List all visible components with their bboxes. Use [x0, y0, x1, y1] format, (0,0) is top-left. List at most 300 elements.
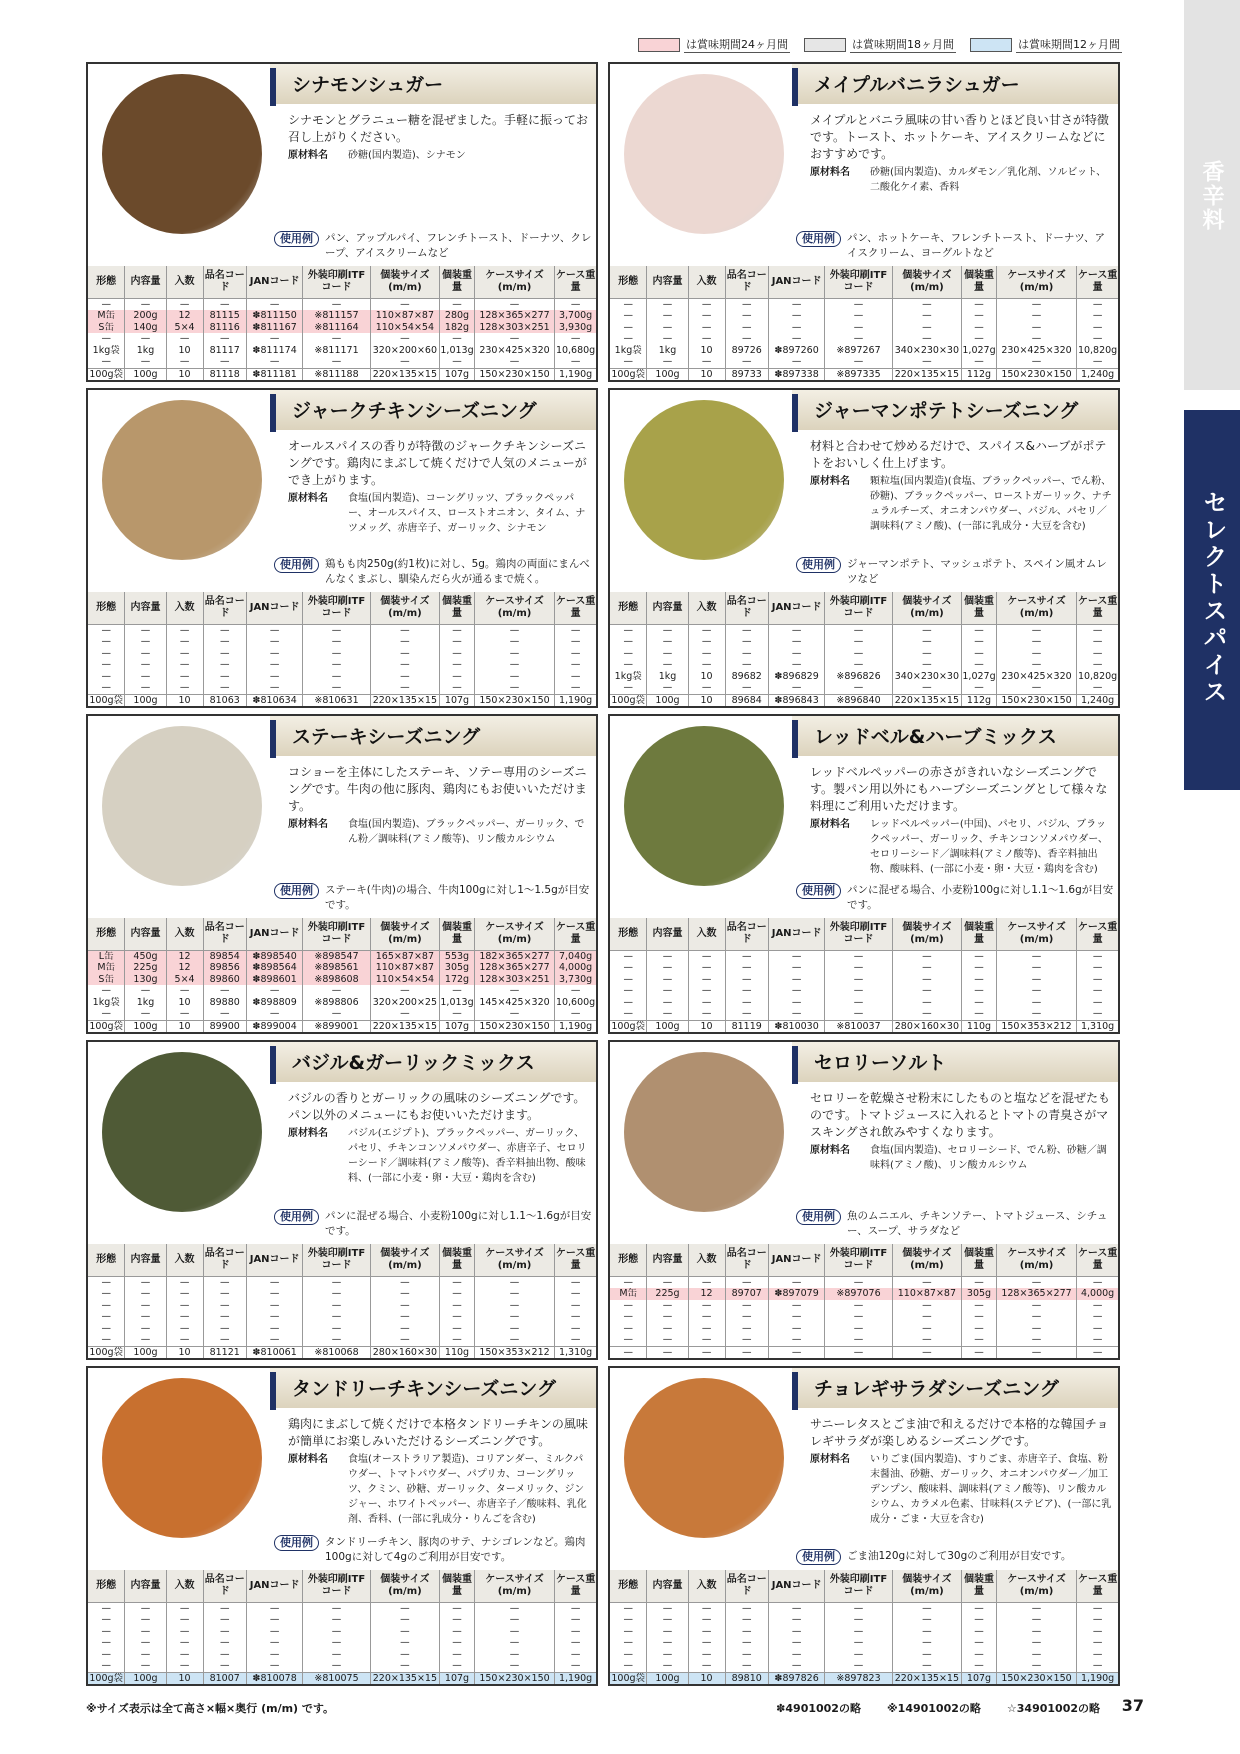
table-cell: —	[647, 1311, 688, 1323]
table-cell: —	[688, 1660, 725, 1672]
legend-swatch	[638, 38, 680, 52]
table-cell: —	[962, 1626, 997, 1638]
table-cell: ✽898540	[246, 950, 302, 962]
table-cell: —	[125, 1323, 166, 1335]
table-cell: ✽897826	[768, 1672, 824, 1684]
product-description: コショーを主体にしたステーキ、ソテー専用のシーズニングです。牛肉の他に豚肉、鶏肉にもお使いいただけます。	[288, 765, 587, 813]
table-cell: —	[768, 356, 824, 368]
table-cell: —	[892, 1334, 961, 1346]
table-cell: —	[1077, 322, 1118, 334]
table-cell: 10	[166, 1346, 203, 1358]
table-header: ケース重量	[555, 1570, 596, 1603]
table-cell: —	[203, 659, 246, 671]
table-cell: —	[125, 1649, 166, 1661]
table-cell: 89682	[725, 671, 768, 683]
product-description: バジルの香りとガーリックの風味のシーズニングです。パン以外のメニューにもお使いいただけます。	[288, 1091, 586, 1122]
table-cell: —	[303, 648, 370, 660]
table-cell: —	[647, 1276, 688, 1288]
table-cell: —	[647, 682, 688, 694]
table-cell: —	[768, 1602, 824, 1614]
table-cell: ※810037	[825, 1020, 892, 1032]
shelf-life-legend	[638, 36, 1122, 53]
table-cell: —	[825, 950, 892, 962]
legend-item	[638, 36, 790, 53]
usage	[274, 557, 592, 587]
table-cell: —	[768, 1334, 824, 1346]
table-cell: —	[1077, 1346, 1118, 1358]
table-cell: —	[125, 298, 166, 310]
table-cell: —	[246, 985, 302, 997]
product-title: レッドベル&ハーブミックス	[814, 726, 1057, 748]
table-header: 入数	[166, 1570, 203, 1603]
table-cell: —	[303, 1300, 370, 1312]
table-cell: —	[688, 1008, 725, 1020]
table-cell: —	[474, 1637, 554, 1649]
table-cell: —	[370, 356, 439, 368]
table-cell: 553g	[440, 950, 475, 962]
table-cell: —	[203, 333, 246, 345]
ingredients-label: 原材料名	[810, 167, 850, 178]
table-cell: —	[688, 333, 725, 345]
product-card	[608, 388, 1120, 708]
table-row	[88, 1276, 596, 1288]
table-cell: 280×160×30	[892, 1020, 961, 1032]
table-cell: —	[623, 1334, 633, 1345]
table-cell: ✽810634	[246, 694, 302, 706]
usage	[796, 231, 1114, 261]
table-cell: —	[125, 1008, 166, 1020]
table-cell: 230×425×320	[996, 345, 1076, 357]
table-cell: —	[370, 682, 439, 694]
table-cell: —	[101, 1660, 111, 1671]
table-cell: —	[725, 950, 768, 962]
table-cell: ✽811150	[246, 310, 302, 322]
table-cell: —	[688, 1300, 725, 1312]
table-cell: 150×230×150	[996, 368, 1076, 380]
table-cell: 100g袋	[611, 368, 646, 380]
table-cell: —	[962, 333, 997, 345]
table-cell: —	[825, 310, 892, 322]
table-cell: —	[825, 1334, 892, 1346]
table-cell: —	[768, 1276, 824, 1288]
table-cell: —	[370, 648, 439, 660]
ingredients	[288, 491, 590, 536]
table-cell: —	[474, 1602, 554, 1614]
table-cell: 89880	[203, 997, 246, 1009]
table-cell: —	[303, 1311, 370, 1323]
table-cell: —	[996, 1311, 1076, 1323]
table-cell: ※810075	[303, 1672, 370, 1684]
product-card	[608, 62, 1120, 382]
table-header: 入数	[166, 1244, 203, 1277]
table-cell: —	[962, 310, 997, 322]
table-cell: —	[725, 1311, 768, 1323]
table-header: 個装サイズ(m/m)	[892, 1244, 961, 1277]
table-cell: —	[474, 1334, 554, 1346]
table-cell: —	[623, 1322, 633, 1334]
table-row	[88, 1311, 596, 1323]
table-cell: —	[725, 1346, 768, 1358]
table-cell: —	[303, 1626, 370, 1638]
table-cell: —	[725, 1276, 768, 1288]
table-cell: —	[440, 356, 475, 368]
table-cell: —	[768, 1614, 824, 1626]
table-cell: 10	[166, 1672, 203, 1684]
table-cell: —	[768, 333, 824, 345]
table-cell: —	[623, 1602, 633, 1614]
table-cell: 110×87×87	[370, 310, 439, 322]
table-cell: ※811171	[303, 345, 370, 357]
table-cell: —	[203, 671, 246, 683]
table-cell: —	[825, 1649, 892, 1661]
product-table	[88, 918, 596, 1033]
table-cell: —	[555, 648, 596, 660]
table-cell: —	[440, 671, 475, 683]
table-cell: —	[1077, 1323, 1118, 1335]
table-cell: 182g	[440, 322, 475, 334]
table-cell: —	[440, 1008, 475, 1020]
table-cell: ※896826	[825, 671, 892, 683]
table-cell: —	[474, 1008, 554, 1020]
table-cell: ✽810061	[246, 1346, 302, 1358]
table-cell: —	[246, 1602, 302, 1614]
table-header: ケースサイズ(m/m)	[996, 918, 1076, 951]
table-row	[88, 671, 596, 683]
table-cell: —	[1077, 1008, 1118, 1020]
table-cell: —	[892, 624, 961, 636]
table-cell: —	[246, 1008, 302, 1020]
product-photo	[624, 1052, 784, 1212]
itf-code-note: ※14901002の略	[886, 1702, 981, 1715]
table-cell: —	[440, 1311, 475, 1323]
table-cell: —	[101, 1322, 111, 1334]
table-cell: —	[555, 659, 596, 671]
table-cell: —	[688, 1276, 725, 1288]
table-cell: —	[1077, 1637, 1118, 1649]
table-cell: —	[370, 1276, 439, 1288]
table-cell: —	[623, 996, 633, 1008]
table-row	[610, 1288, 1118, 1300]
table-cell: —	[440, 298, 475, 310]
table-cell: —	[725, 985, 768, 997]
table-cell: —	[996, 1008, 1076, 1020]
table-cell: ※811157	[303, 310, 370, 322]
table-cell: —	[725, 1334, 768, 1346]
table-header: 形態	[610, 918, 647, 951]
table-cell: —	[825, 1276, 892, 1288]
table-cell: —	[303, 1660, 370, 1672]
table-cell: —	[996, 1614, 1076, 1626]
table-cell: —	[474, 1323, 554, 1335]
table-cell: 1kg	[125, 345, 166, 357]
jan-code-note: ✽4901002の略	[776, 1702, 861, 1715]
table-header: ケース重量	[1077, 266, 1118, 299]
table-cell: —	[688, 648, 725, 660]
table-cell: 128×365×277	[996, 1288, 1076, 1300]
table-cell: —	[725, 1323, 768, 1335]
table-header: ケースサイズ(m/m)	[474, 1244, 554, 1277]
table-cell: —	[647, 636, 688, 648]
table-cell: —	[623, 973, 633, 985]
table-cell: —	[825, 356, 892, 368]
table-cell: ✽810078	[246, 1672, 302, 1684]
table-header: JANコード	[768, 918, 824, 951]
table-row	[610, 997, 1118, 1009]
usage-label: 使用例	[796, 231, 841, 247]
table-cell: —	[474, 985, 554, 997]
table-cell: —	[101, 1288, 111, 1299]
table-cell: —	[370, 1323, 439, 1335]
table-row	[88, 310, 596, 322]
table-cell: —	[768, 1346, 824, 1358]
table-row	[610, 950, 1118, 962]
table-header: ケースサイズ(m/m)	[474, 266, 554, 299]
table-cell: —	[440, 1637, 475, 1649]
table-row	[88, 1637, 596, 1649]
table-cell: —	[996, 648, 1076, 660]
table-cell: —	[101, 682, 111, 693]
table-header: 形態	[610, 1244, 647, 1277]
table-cell: —	[166, 1649, 203, 1661]
table-cell: 1,190g	[555, 1020, 596, 1032]
table-cell: 110g	[962, 1020, 997, 1032]
table-cell: —	[768, 1008, 824, 1020]
table-cell: —	[996, 950, 1076, 962]
table-cell: —	[962, 648, 997, 660]
table-cell: 340×230×30	[892, 345, 961, 357]
table-cell: —	[647, 648, 688, 660]
table-cell: —	[166, 1008, 203, 1020]
table-row	[610, 1020, 1118, 1032]
table-cell: —	[892, 1649, 961, 1661]
table-cell: —	[647, 1637, 688, 1649]
table-cell: —	[166, 1626, 203, 1638]
product-title-bar	[792, 1042, 1118, 1082]
table-cell: —	[440, 636, 475, 648]
usage-text: ステーキ(牛肉)の場合、牛肉100gに対し1～1.5gが目安です。	[325, 884, 590, 911]
table-cell: —	[303, 682, 370, 694]
usage-text: ジャーマンポテト、マッシュポテト、スペイン風オムレツなど	[847, 558, 1107, 585]
table-cell: 10	[688, 1020, 725, 1032]
table-header: 品名コード	[203, 1244, 246, 1277]
table-cell: —	[647, 997, 688, 1009]
table-row	[88, 694, 596, 706]
product-table	[88, 1244, 596, 1359]
table-cell: —	[303, 1323, 370, 1335]
table-row	[88, 1602, 596, 1614]
table-header: 外装印刷ITFコード	[825, 592, 892, 625]
table-cell: —	[101, 1276, 111, 1288]
table-cell: —	[303, 1334, 370, 1346]
table-cell: —	[647, 659, 688, 671]
table-header: 品名コード	[203, 592, 246, 625]
table-cell: —	[440, 1323, 475, 1335]
tab-select-spice[interactable]	[1184, 410, 1240, 790]
table-cell: —	[203, 985, 246, 997]
table-cell: 1,310g	[555, 1346, 596, 1358]
table-cell: —	[474, 1660, 554, 1672]
table-cell: —	[768, 636, 824, 648]
product-description: 鶏肉にまぶして焼くだけで本格タンドリーチキンの風味が簡単にお楽しみいただけるシーズニングです。	[288, 1417, 588, 1448]
table-header: 品名コード	[203, 266, 246, 299]
table-cell: —	[101, 624, 111, 636]
table-row	[610, 671, 1118, 683]
table-cell: —	[825, 298, 892, 310]
table-cell: M缶	[88, 962, 125, 974]
table-cell: —	[555, 1334, 596, 1346]
table-cell: —	[647, 356, 688, 368]
table-cell: —	[996, 962, 1076, 974]
table-cell: —	[555, 1660, 596, 1672]
table-cell: 107g	[962, 1672, 997, 1684]
table-cell: —	[440, 333, 475, 345]
legend-label: は賞味期間18ヶ月間	[852, 38, 954, 51]
table-row	[88, 1008, 596, 1020]
table-cell: —	[962, 682, 997, 694]
table-cell: —	[125, 624, 166, 636]
table-cell: —	[996, 322, 1076, 334]
table-cell: 1,013g	[440, 344, 474, 356]
table-cell: —	[203, 1276, 246, 1288]
table-row	[88, 1020, 596, 1032]
table-row	[88, 333, 596, 345]
table-row	[88, 1323, 596, 1335]
table-row	[610, 1626, 1118, 1638]
table-cell: —	[474, 1626, 554, 1638]
table-cell: —	[125, 1660, 166, 1672]
usage-label: 使用例	[796, 557, 841, 573]
table-cell: 100g袋	[89, 368, 124, 380]
table-cell: —	[474, 1288, 554, 1300]
table-cell: —	[474, 636, 554, 648]
table-cell: —	[825, 682, 892, 694]
product-title-bar	[270, 390, 596, 430]
table-cell: —	[203, 682, 246, 694]
tab-spices[interactable]	[1184, 0, 1240, 390]
table-cell: —	[688, 997, 725, 1009]
table-cell: —	[892, 1660, 961, 1672]
table-cell: —	[688, 356, 725, 368]
table-cell: —	[1077, 985, 1118, 997]
table-cell: 165×87×87	[370, 950, 439, 962]
table-cell: —	[246, 1660, 302, 1672]
table-cell: —	[688, 624, 725, 636]
table-row	[88, 345, 596, 357]
table-row	[610, 1311, 1118, 1323]
table-cell: —	[892, 298, 961, 310]
table-cell: —	[246, 636, 302, 648]
table-cell: —	[996, 985, 1076, 997]
table-header: 外装印刷ITFコード	[825, 1244, 892, 1277]
table-cell: 1kg	[647, 671, 688, 683]
table-cell: ※810631	[303, 694, 370, 706]
legend-item	[804, 36, 956, 53]
table-row	[610, 624, 1118, 636]
product-photo	[624, 74, 784, 234]
table-cell: ✽811167	[246, 322, 302, 334]
product-title-bar	[270, 1042, 596, 1082]
table-cell: —	[1077, 356, 1118, 368]
table-cell: —	[440, 1300, 475, 1312]
table-header: 形態	[610, 1570, 647, 1603]
table-cell: —	[623, 962, 633, 973]
table-header: 個装サイズ(m/m)	[892, 918, 961, 951]
table-cell: ✽897260	[768, 345, 824, 357]
usage	[796, 883, 1114, 913]
table-cell: —	[440, 1334, 475, 1346]
table-row	[610, 1276, 1118, 1288]
table-cell: 140g	[125, 322, 166, 334]
table-cell: 107g	[440, 368, 475, 380]
table-cell: ※897267	[825, 345, 892, 357]
table-cell: —	[825, 322, 892, 334]
table-cell: —	[892, 322, 961, 334]
table-cell: —	[725, 636, 768, 648]
table-cell: —	[125, 682, 166, 694]
table-cell: —	[623, 1008, 633, 1019]
table-cell: —	[166, 1288, 203, 1300]
table-header: 形態	[88, 592, 125, 625]
table-cell: —	[1077, 974, 1118, 986]
table-cell: —	[725, 659, 768, 671]
table-header: ケース重量	[1077, 918, 1118, 951]
product-table	[88, 1570, 596, 1685]
table-cell: —	[647, 298, 688, 310]
table-cell: —	[623, 1625, 633, 1637]
table-cell: 100g	[647, 368, 688, 380]
table-cell: ※897823	[825, 1672, 892, 1684]
table-row	[610, 1008, 1118, 1020]
table-header: 個装重量	[440, 1570, 475, 1603]
table-header: ケースサイズ(m/m)	[996, 266, 1076, 299]
table-cell: 10	[688, 671, 725, 683]
table-header: 内容量	[647, 918, 688, 951]
table-cell: —	[688, 1637, 725, 1649]
table-header: 内容量	[125, 1570, 166, 1603]
table-cell: —	[688, 322, 725, 334]
table-cell: —	[962, 356, 997, 368]
table-cell: —	[555, 624, 596, 636]
table-cell: —	[962, 962, 997, 974]
table-cell: —	[996, 636, 1076, 648]
table-cell: 172g	[440, 974, 475, 986]
table-cell: —	[125, 1637, 166, 1649]
table-cell: 182×365×277	[474, 950, 554, 962]
table-cell: —	[370, 659, 439, 671]
table-cell: —	[1077, 624, 1118, 636]
table-cell: —	[125, 1602, 166, 1614]
table-cell: —	[647, 1602, 688, 1614]
table-cell: —	[203, 624, 246, 636]
product-title-bar	[270, 64, 596, 104]
ingredients-text: 食塩(オーストラリア製造)、コリアンダー、ミルクパウダー、トマトパウダー、パプリカ、コーングリッツ、クミン、砂糖、ガーリック、ターメリック、ジンジャー、ホワイトペッパー、赤唐辛子／酸味料、乳化剤、香料、(一部に乳成分・りんごを含む)	[348, 1454, 587, 1525]
ingredients	[288, 1452, 590, 1527]
legend-label: は賞味期間24ヶ月間	[686, 38, 788, 51]
table-cell: —	[370, 333, 439, 345]
table-cell: 10,820g	[1077, 344, 1118, 356]
table-header: 個装サイズ(m/m)	[892, 1570, 961, 1603]
table-header: 個装サイズ(m/m)	[370, 266, 439, 299]
table-row	[88, 1672, 596, 1684]
table-cell: 1kg袋	[614, 670, 642, 682]
table-cell: —	[555, 1637, 596, 1649]
table-cell: —	[125, 671, 166, 683]
table-cell: 1,240g	[1077, 368, 1118, 380]
table-cell: —	[166, 298, 203, 310]
table-cell: —	[370, 1637, 439, 1649]
table-cell: —	[996, 682, 1076, 694]
table-cell: —	[101, 1648, 111, 1660]
